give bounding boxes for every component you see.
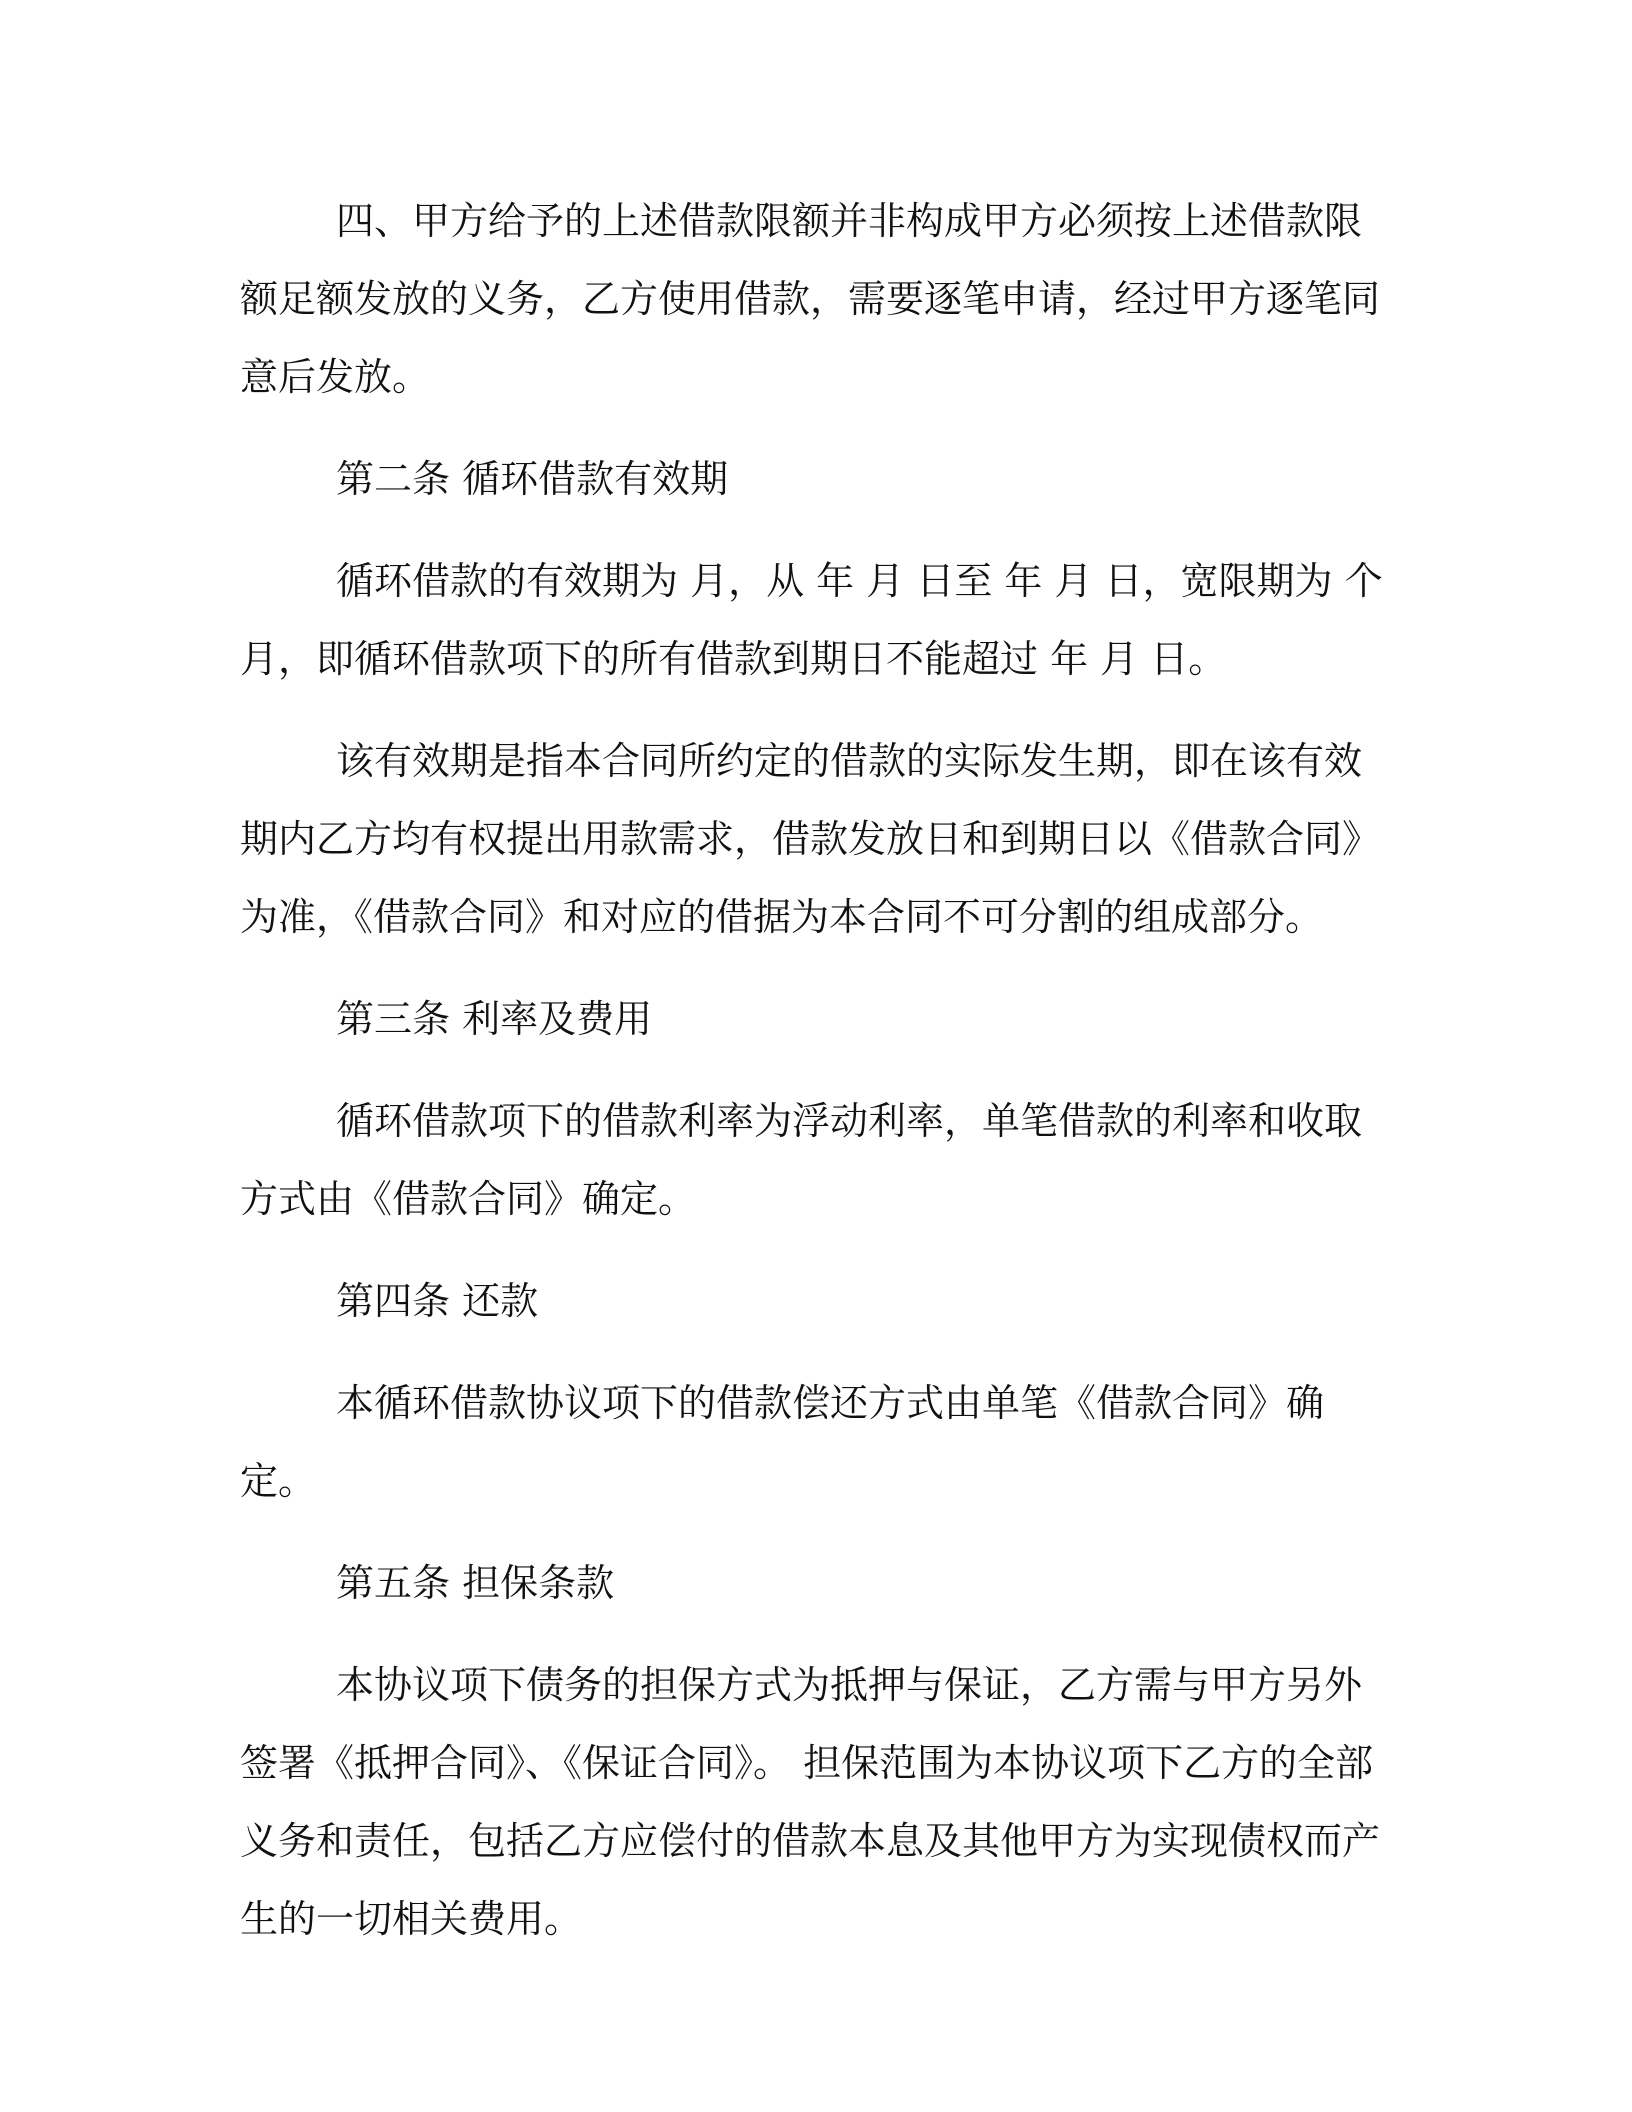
paragraph-repayment: 本循环借款协议项下的借款偿还方式由单笔《借款合同》确定。: [240, 1381, 1325, 1503]
heading-article-5: 第五条 担保条款: [336, 1561, 615, 1605]
heading-article-2: 第二条 循环借款有效期: [336, 457, 729, 501]
paragraph-validity-period: 循环借款的有效期为 月，从 年 月 日至 年 月 日，宽限期为 个月，即循环借款项下的所有借款到期日不能超过 年 月 日。: [240, 559, 1383, 681]
paragraph-clause-4: 四、甲方给予的上述借款限额并非构成甲方必须按上述借款限额足额发放的义务，乙方使用借款，需要逐笔申请，经过甲方逐笔同意后发放。: [240, 199, 1381, 399]
document-page: [240, 182, 1392, 1982]
paragraph-guarantee: 本协议项下债务的担保方式为抵押与保证，乙方需与甲方另外签署《抵押合同》、《保证合同》。 担保范围为本协议项下乙方的全部义务和责任，包括乙方应偿付的借款本息及其他甲方为实现债权而产生的一切相关费用。: [240, 1663, 1381, 1941]
paragraph-validity-definition: 该有效期是指本合同所约定的借款的实际发生期，即在该有效期内乙方均有权提出用款需求，借款发放日和到期日以《借款合同》为准，《借款合同》和对应的借据为本合同不可分割的组成部分。: [240, 739, 1381, 939]
heading-article-3: 第三条 利率及费用: [336, 997, 653, 1041]
heading-article-4: 第四条 还款: [336, 1279, 539, 1323]
paragraph-interest-rate: 循环借款项下的借款利率为浮动利率，单笔借款的利率和收取方式由《借款合同》确定。: [240, 1099, 1363, 1221]
